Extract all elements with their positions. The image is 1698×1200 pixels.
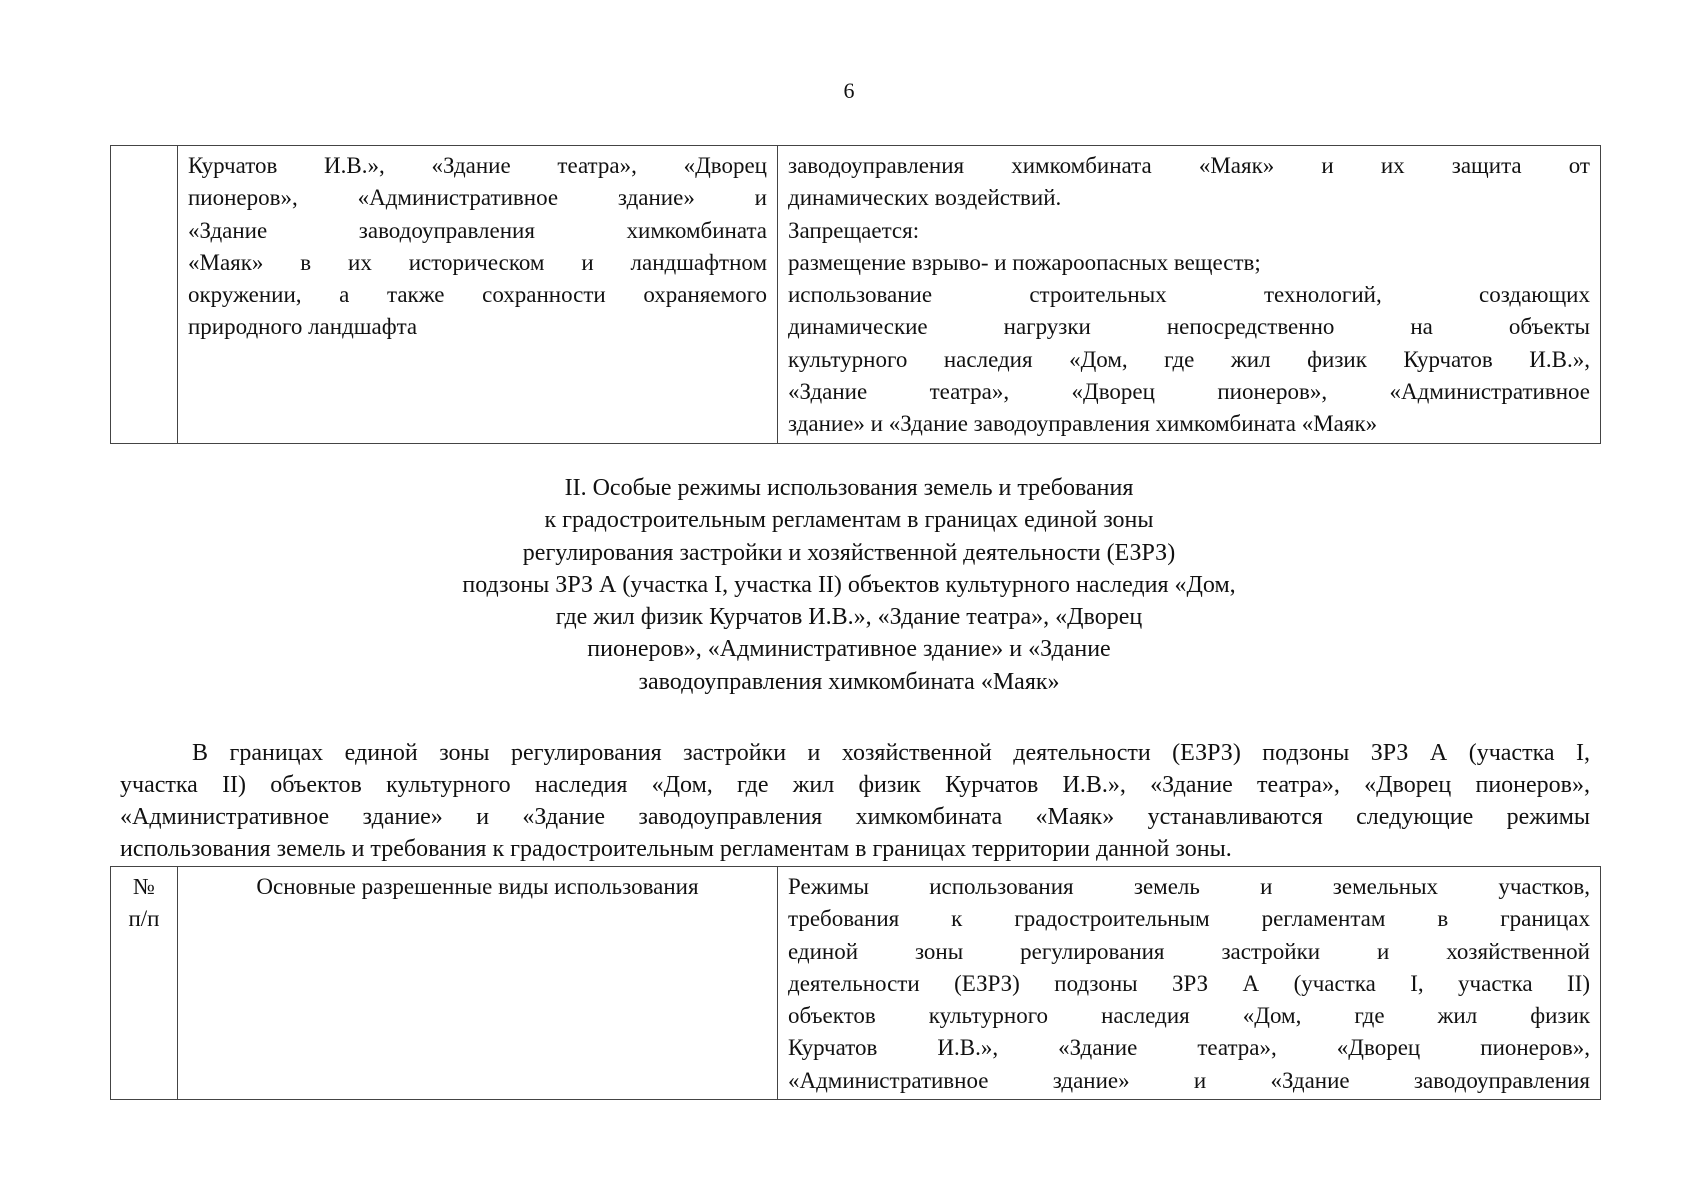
text-line: Курчатов И.В.», «Здание театра», «Дворец пионеров», bbox=[788, 1035, 1590, 1061]
text-line: требования к градостроительным регламентам в границах bbox=[788, 906, 1590, 932]
text-line: размещение взрыво- и пожароопасных веществ; bbox=[788, 249, 1261, 275]
number-cell bbox=[111, 146, 178, 444]
number-header-cell bbox=[111, 867, 178, 1100]
text-line: «Маяк» в их историческом и ландшафтном bbox=[188, 249, 767, 275]
uses-header-cell: Основные разрешенные виды использования bbox=[178, 867, 778, 1100]
text-line: Режимы использования земель и земельных участков, bbox=[788, 874, 1590, 899]
heading-line: к градостроительным регламентам в границах единой зоны bbox=[544, 507, 1154, 534]
text-line: динамические нагрузки непосредственно на объекты bbox=[788, 314, 1590, 340]
text-line: заводоуправления химкомбината «Маяк» и их защита от bbox=[788, 153, 1590, 178]
continuation-table bbox=[110, 145, 1601, 444]
text-line: динамических воздействий. bbox=[788, 185, 1062, 211]
text-line: Курчатов И.В.», «Здание театра», «Дворец bbox=[188, 153, 767, 178]
heading-line: регулирования застройки и хозяйственной деятельности (ЕЗРЗ) bbox=[522, 539, 1176, 566]
text-line: единой зоны регулирования застройки и хозяйственной bbox=[788, 938, 1590, 964]
protection-purpose-cell bbox=[178, 146, 778, 444]
regimes-header-cell bbox=[778, 867, 1601, 1100]
text-line: участка II) объектов культурного наследия «Дом, где жил физик Курчатов И.В.», «Здание театра», «Дворец пионеров», bbox=[120, 772, 1590, 798]
text-line: пионеров», «Административное здание» и bbox=[188, 185, 767, 211]
text-line: В границах единой зоны регулирования застройки и хозяйственной деятельности (ЕЗРЗ) подзоны ЗРЗ А (участка I, bbox=[192, 740, 1590, 766]
text-line: использования земель и требования к градостроительным регламентам в границах территории данной зоны. bbox=[120, 836, 1232, 862]
text-line: объектов культурного наследия «Дом, где жил физик bbox=[788, 1003, 1590, 1029]
number-header-line: № bbox=[133, 874, 155, 899]
text-line: культурного наследия «Дом, где жил физик Курчатов И.В.», bbox=[788, 346, 1590, 372]
number-header-line: п/п bbox=[128, 906, 160, 932]
heading-line: II. Особые режимы использования земель и требования bbox=[564, 475, 1134, 501]
text-line: «Здание заводоуправления химкомбината bbox=[188, 217, 767, 243]
page-number: 6 bbox=[843, 78, 855, 103]
heading-line: подзоны ЗРЗ А (участка I, участка II) объектов культурного наследия «Дом, bbox=[462, 571, 1236, 598]
text-line: деятельности (ЕЗРЗ) подзоны ЗРЗ А (участка I, участка II) bbox=[788, 970, 1590, 996]
text-line: использование строительных технологий, создающих bbox=[788, 282, 1590, 308]
regimes-table bbox=[110, 866, 1601, 1100]
text-line: природного ландшафта bbox=[188, 314, 418, 340]
heading-line: где жил физик Курчатов И.В.», «Здание театра», «Дворец bbox=[555, 604, 1143, 631]
heading-line: заводоуправления химкомбината «Маяк» bbox=[638, 668, 1060, 695]
section-heading bbox=[0, 472, 1698, 698]
heading-line: пионеров», «Административное здание» и «Здание bbox=[587, 636, 1111, 663]
text-line: Запрещается: bbox=[788, 217, 920, 243]
text-line: «Административное здание» и «Здание заводоуправления bbox=[788, 1067, 1590, 1093]
text-line: здание» и «Здание заводоуправления химкомбината «Маяк» bbox=[788, 411, 1378, 437]
table-header-row bbox=[111, 867, 1601, 1100]
regime-requirements-cell bbox=[778, 146, 1601, 444]
text-line: «Административное здание» и «Здание заводоуправления химкомбината «Маяк» устанавливаются следующие режимы bbox=[120, 804, 1590, 830]
text-line: окружении, а также сохранности охраняемого bbox=[188, 282, 767, 308]
intro-paragraph bbox=[120, 737, 1590, 865]
table-row bbox=[111, 146, 1601, 444]
text-line: «Здание театра», «Дворец пионеров», «Административное bbox=[788, 379, 1590, 405]
